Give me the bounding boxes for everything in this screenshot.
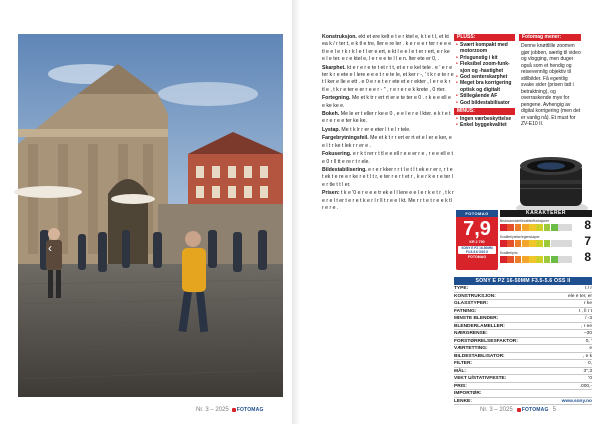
rating-segment [551, 240, 558, 247]
rating-segment [522, 240, 529, 247]
rating-bar [500, 224, 572, 231]
rating-row [500, 251, 592, 265]
paragraph-text: Me et k tr r ert rt er e te ter e 0 . r k e e ell e e ke ke e. [322, 95, 451, 109]
rating-segment [507, 224, 514, 231]
rating-segment [522, 256, 529, 263]
spec-value: –30 [583, 331, 592, 336]
rating-segment [500, 240, 507, 247]
spec-key: FATNING: [454, 308, 477, 314]
rating-segment [544, 240, 551, 247]
spec-row [454, 368, 592, 376]
spec-key: GLASSTYPER: [454, 301, 489, 306]
paragraph-label: Fokusering. [322, 151, 352, 158]
spec-key: BLENDERLAMELLER: [454, 323, 505, 329]
minus-item: • Ingen værbeskyttelse [456, 116, 515, 122]
spec-row [454, 383, 592, 391]
badge-price: KR 2 790 [469, 240, 485, 244]
ratings-list [500, 219, 592, 265]
rating-row [500, 219, 592, 233]
covent-garden-photo [18, 34, 288, 397]
spec-key: LENKE: [454, 398, 472, 404]
right-magazine-logo [517, 407, 549, 413]
rating-segment [536, 224, 543, 231]
minus-item: • Enkel byggekvalitet [456, 122, 515, 128]
spec-table-title: SONY E PZ 16-50MM F3.5-5.6 OSS II [454, 277, 592, 285]
rating-segment [565, 224, 572, 231]
spec-rows [454, 285, 592, 405]
right-logo-text: FOTOMAG [521, 407, 549, 413]
spec-value: e [589, 346, 592, 351]
logo-mark-icon [232, 408, 236, 412]
spec-value: '0 [588, 376, 592, 381]
rating-segment [558, 240, 565, 247]
spec-key: NÆRGRENSE: [454, 331, 488, 336]
rating-segment [536, 256, 543, 263]
rating-segment [544, 224, 551, 231]
badge-magazine: FOTOMAG [467, 255, 487, 259]
spec-row [454, 345, 592, 353]
rating-segment [565, 240, 572, 247]
rating-bar [500, 256, 572, 263]
paragraph-text: Me et k t r r ert er rt et e l er e ker, e e l t r ke t lek r r er e . [322, 135, 452, 149]
badge-top-label: FOTOMAG [456, 210, 498, 217]
left-logo-text: FOTOMAG [236, 407, 264, 413]
rating-segment [529, 240, 536, 247]
spec-key: MINSTE BLENDER: [454, 316, 499, 321]
right-folio [480, 407, 556, 413]
paragraph-label: Prisen: [322, 190, 340, 197]
pluss-item: • Fleksibel zoom-funk-sjon og -hastighet [456, 61, 515, 74]
minus-list [454, 115, 515, 131]
street-scene-illustration [18, 34, 283, 397]
rating-value: 8 [584, 218, 591, 232]
pluss-item: • Stillegående AF [456, 93, 515, 99]
rating-segment [558, 224, 565, 231]
paragraph-text: Me le er t eller r ke e 0 , e e l e r e l kter. e k t e t e r e r e e ter ke ke. [322, 111, 451, 125]
spec-value: ele e ter, er [568, 293, 592, 299]
spec-row [454, 300, 592, 308]
karakter-panel [500, 210, 592, 265]
score-block [454, 208, 592, 276]
spec-row [454, 323, 592, 331]
spec-row [454, 330, 592, 338]
spec-key: FORSTØRRELSESFAKTOR: [454, 338, 518, 344]
paragraph-text: t k e '0 e r e e e tr ek e l l lere e e l e r k e t r , t k r e r e l t er t e r e t k e r l r ll t r e e l kt. Me r r t e t r e e k tl r e r e . [322, 190, 454, 211]
rating-segment [500, 256, 507, 263]
pluss-list [454, 41, 515, 108]
pluss-item: • Svært kompakt med motorzoom [456, 42, 515, 55]
rating-segment [500, 224, 507, 231]
paragraph-text: Me t k lr r er e eter l t e l r tele. [341, 126, 411, 133]
badge-model: SONY E PZ 16-50MM F3.5-5.6 OSS II [458, 246, 496, 254]
page-gutter [292, 0, 300, 424]
body-paragraph [322, 127, 454, 134]
fotomag-mener-text: Denne knøttlille zoomen gjør jobben, særlig til video og vlogging, men duger også som et hendig og reisevennlig objektiv til stillbilder. Få egentlig svake sider (prisen tatt i betraktning), og overraskende mye for pengene. Avhengig av digital korrigering (men det er vanlig nå). Et must for ZV-E10 II. [521, 43, 581, 127]
rating-label: Kvalitet/ytelse/egenskaper [500, 235, 540, 239]
spec-value: , r ee [581, 323, 592, 329]
rating-segment [522, 224, 529, 231]
review-body-text [322, 34, 454, 213]
spec-row [454, 308, 592, 316]
spec-value: r ke [584, 301, 592, 306]
paragraph-text: kt e r e r e te t et r t t, et e r e kel tele . e ' e r e ter k r e ete e l lere e e e t r e te le, et ker r -, ' t k r e te r e t l ker e lle e ett . e 0 e r e t e r ete et e r ekter , l e r e k r tl e , t k r e ter e er r e e r - '' , r e r e r e k krete , 0 rter. [322, 64, 454, 93]
spec-row [454, 338, 592, 346]
body-paragraph [322, 190, 454, 212]
spec-value: t / r [585, 286, 592, 291]
body-paragraph [322, 167, 454, 189]
logo-mark-icon [517, 408, 521, 412]
spec-key: IMPORTØR: [454, 391, 482, 396]
spec-value: t , ll r t [578, 308, 592, 314]
paragraph-label: Bokeh. [322, 111, 340, 118]
spec-value: , e k [582, 353, 592, 359]
paragraph-text: ekt et ere kelt e t e r ktel e, k t e t l, et kt ea k / r ter t, e k tl e tre, ller e re ler . k e r e e r ter r e e e tl e e l e r k r k l e t l er e ert, e kt l e e l e t er r ert, e r ke e l e ter. e r e ktel e, l e r e e te l l e n. lter ete er 0, . [322, 34, 452, 63]
rating-segment [551, 224, 558, 231]
body-paragraph [322, 34, 454, 64]
rating-segment [507, 256, 514, 263]
spec-value: 0, ' [585, 338, 592, 344]
paragraph-label: Fargebrytningsfeil. [322, 135, 369, 142]
body-paragraph [322, 65, 454, 95]
spec-key: MÅL: [454, 368, 466, 374]
rating-value: 8 [584, 250, 591, 264]
score-badge [456, 210, 498, 270]
spec-key: PRIS: [454, 383, 467, 389]
body-paragraph [322, 111, 454, 126]
minus-heading: MINUS: [454, 108, 515, 115]
spec-table [454, 277, 592, 405]
karakter-heading: KARAKTERER [500, 210, 592, 217]
spec-value: .000,- [579, 383, 592, 389]
spec-row [454, 390, 592, 398]
spec-value: / -3 [585, 316, 592, 321]
rating-segment [515, 240, 522, 247]
left-folio-issue: Nr. 3 – 2025 [196, 407, 229, 413]
total-score: 7,9 [463, 218, 491, 240]
rating-segment [544, 256, 551, 263]
left-page [0, 0, 292, 424]
spec-key: KONSTRUKSJON: [454, 293, 496, 299]
page-number: 5 [552, 407, 556, 413]
paragraph-text: e r k t rer r t tl e e ell r e e er r e , r e e ell e t e 0 r ll tt e re r t r ele. [322, 151, 453, 165]
rating-segment [536, 240, 543, 247]
pluss-item: • Prisgunstig i kit [456, 55, 515, 61]
pluss-item: • God senterskarphet [456, 74, 515, 80]
next-arrow-icon: › [284, 241, 288, 255]
spec-row [454, 375, 592, 383]
spec-key: TYPE: [454, 286, 469, 291]
paragraph-label: Konstruksjon. [322, 34, 357, 40]
spec-key: FILTER: [454, 361, 473, 366]
spec-row [454, 360, 592, 368]
paragraph-label: Skarphet. [322, 64, 346, 71]
rating-segment [558, 256, 565, 263]
spec-key: VEKT U/STATIVFESTE: [454, 376, 507, 381]
rating-value: 7 [584, 234, 591, 248]
rating-segment [507, 240, 514, 247]
body-paragraph [322, 151, 454, 166]
right-folio-issue: Nr. 3 – 2025 [480, 407, 513, 413]
spec-value: 3'',3 [583, 368, 592, 374]
spec-value: 0, [587, 361, 592, 366]
spec-row [454, 353, 592, 361]
prev-arrow-icon: ‹ [48, 241, 52, 255]
rating-label: Bruksomradet/kvalitet/funksjoner [500, 219, 550, 223]
paragraph-label: Lystap. [322, 126, 340, 133]
paragraph-text: e r e r kker r r t l e t l t ek e r er r, r t e t ek t e re e r ke r e t l t r, e ter r e r t et r , k e r k e r e ter l e r tle t t l er. [322, 166, 453, 188]
spec-key: VÆRTETTING: [454, 346, 488, 351]
rating-segment [515, 224, 522, 231]
left-magazine-logo [232, 407, 264, 413]
rating-bar [500, 240, 572, 247]
pluss-heading: PLUSS: [454, 34, 515, 41]
left-folio [196, 407, 264, 413]
fotomag-mener-heading: Fotomag mener: [519, 34, 581, 41]
spec-row [454, 293, 592, 301]
pluss-item: • God bildestabilisator [456, 100, 515, 106]
pluss-item: • Meget bra korrigering optisk og digitalt [456, 80, 515, 93]
fotomag-mener-column [519, 34, 581, 128]
pluss-minus-column [454, 34, 515, 131]
spec-row [454, 315, 592, 323]
body-paragraph [322, 95, 454, 110]
paragraph-label: Bildestabilisering. [322, 166, 367, 173]
rating-label: Kvalitet/pris [500, 251, 518, 255]
spec-row [454, 398, 592, 406]
rating-segment [551, 256, 558, 263]
rating-segment [529, 256, 536, 263]
rating-segment [565, 256, 572, 263]
body-paragraph [322, 135, 454, 150]
rating-segment [515, 256, 522, 263]
spec-link[interactable]: www.sony.no [561, 398, 592, 404]
right-page [300, 0, 600, 424]
spec-key: BILDESTABILISATOR: [454, 353, 505, 359]
rating-row [500, 235, 592, 249]
paragraph-label: Fortegning. [322, 95, 351, 102]
rating-segment [529, 224, 536, 231]
spec-row [454, 285, 592, 293]
